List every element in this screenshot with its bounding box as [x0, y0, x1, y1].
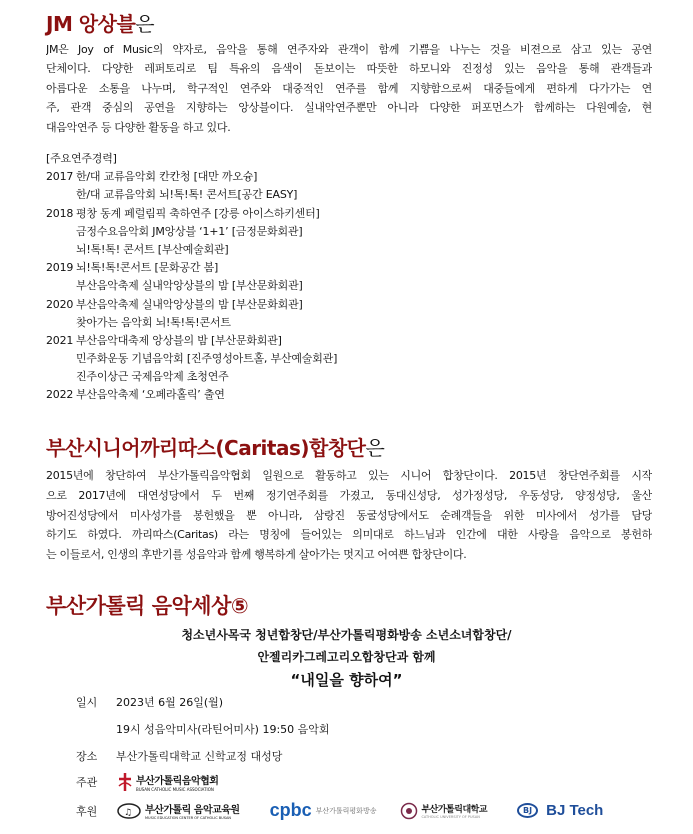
caritas-description [46, 466, 652, 565]
career-item [46, 223, 337, 241]
career-year: 2017 [46, 170, 74, 184]
career-list [46, 150, 337, 405]
career-text: 부산음악축제 실내악앙상블의 밤 [부산문화회관] [76, 297, 303, 311]
career-text: 평창 동계 페럴림픽 축하연주 [강릉 아이스하키센터] [76, 206, 320, 220]
music-edu-text: 부산가톨릭 음악교육원 [145, 805, 240, 816]
time-value: 19시 성음악미사(라틴어미사) 19:50 음악회 [116, 723, 330, 736]
career-item [46, 205, 337, 223]
date-row [76, 694, 223, 710]
sponsor-row [76, 800, 633, 821]
title-main: JM 앙상블 [46, 12, 136, 36]
career-item [46, 314, 337, 332]
music-edu-en: MUSIC EDUCATION CENTER OF CATHOLIC BUSAN [145, 816, 232, 820]
career-year: 2021 [46, 333, 74, 347]
cup-en: CATHOLIC UNIVERSITY OF PUSAN [421, 815, 480, 819]
career-year: 2018 [46, 206, 74, 220]
career-year [46, 277, 76, 295]
career-year: 2019 [46, 261, 74, 275]
career-text: 부산음악축제 실내악앙상블의 밤 [부산문화회관] [76, 279, 303, 293]
career-text: 진주이상근 국제음악제 초청연주 [76, 370, 229, 384]
paragraph-line: JM은 Joy of Music의 약자로, 음악을 통해 연주자와 관객이 함께 기쁨을 나누는 것을 비젼으로 삼고 있는 공연 [46, 43, 652, 56]
cup-text: 부산가톨릭대학교 [421, 805, 488, 815]
university-seal-icon [400, 802, 418, 820]
career-year [46, 314, 76, 332]
career-item [46, 277, 337, 295]
paragraph-line: 으로 2017년에 대연성당에서 두 번째 정기연주회를 가졌고, 동대신성당, 성가정성당, 우동성당, 양정성당, 울산 [46, 488, 652, 502]
career-text: 민주화운동 기념음악회 [진주영성아트홀, 부산예술회관] [76, 352, 338, 366]
career-text: 한/대 교류음악회 칸칸청 [대만 까오슝] [76, 170, 258, 184]
career-item [46, 368, 337, 386]
career-year [46, 186, 76, 204]
title-main: 부산시니어까리따스(Caritas)합창단 [46, 436, 366, 460]
section-title-concert: 부산가톨릭 음악세상⑤ [46, 594, 249, 618]
career-item [46, 186, 337, 204]
venue-value: 부산가톨릭대학교 신학교정 대성당 [116, 750, 283, 763]
paragraph-line: 2015년에 창단하여 부산가톨릭음악협회 일원으로 활동하고 있는 시니어 합창단이다. 2015년 창단연주회를 시작 [46, 469, 652, 482]
career-text: 찾아가는 음악회 뇌!톡!톡!콘서트 [76, 315, 231, 329]
venue-row [76, 748, 282, 764]
career-item [46, 259, 337, 277]
career-year [46, 350, 76, 368]
career-year: 2022 [46, 388, 74, 402]
paragraph-line: 단체이다. 다양한 레퍼토리로 팀 특유의 음색이 돋보이는 따뜻한 하모니와 진정성 있는 음악을 통해 관객들과 [46, 62, 652, 76]
career-item [46, 241, 337, 259]
concert-subtitle-2: 안젤리카그레고리오합창단과 함께 [257, 650, 436, 664]
date-label: 일시 [76, 696, 98, 709]
host-logo-en: BUSAN CATHOLIC MUSIC ASSOCIATION [136, 787, 214, 792]
career-text: 한/대 교류음악회 뇌!톡!톡! 콘서트[공간 EASY] [76, 188, 298, 202]
career-year [46, 241, 76, 259]
career-text: 부산음악대축제 앙상블의 밤 [부산문화회관] [76, 333, 282, 347]
host-row [76, 772, 248, 792]
concert-subtitle-1: 청소년사목국 청년합창단/부산가톨릭평화방송 소년소녀합창단/ [181, 628, 512, 642]
career-title: [주요연주경력] [46, 152, 117, 165]
music-edu-emblem-icon [116, 802, 142, 820]
bjtech-text: BJ Tech [546, 802, 604, 819]
career-item [46, 296, 337, 314]
cpbc-mark: cpbc [269, 800, 312, 820]
title-tail: 은 [365, 436, 385, 460]
career-item [46, 350, 337, 368]
venue-label: 장소 [76, 750, 98, 763]
sponsor-logo-music-edu [116, 801, 240, 820]
career-year [46, 223, 76, 241]
paragraph-line: 대음악연주 등 다양한 활동을 하고 있다. [46, 120, 231, 134]
career-text: 부산음악축제 ‘오페라홀릭’ 출연 [76, 388, 225, 402]
sponsor-logo-bjtech [517, 802, 603, 819]
career-text: 금정수요음악회 JM앙상블 ‘1+1’ [금정문화회관] [76, 224, 303, 238]
career-text: 뇌!톡!톡! 콘서트 [부산예술회관] [76, 242, 229, 256]
paragraph-line: 방어진성당에서 미사성가를 봉헌했을 뿐 아니라, 삼랑진 동굴성당에서도 순례객들을 위한 미사에서 성가를 담당 [46, 508, 652, 522]
sponsor-label: 후원 [76, 804, 98, 818]
bj-emblem-icon: BJ [517, 803, 538, 818]
career-text: 뇌!톡!톡!콘서트 [문화공간 봄] [76, 261, 219, 275]
jm-description [46, 40, 652, 137]
cross-music-icon [116, 772, 134, 792]
host-logo-text: 부산가톨릭음악협회 [136, 776, 219, 787]
cpbc-text: 부산가톨릭평화방송 [315, 806, 377, 815]
host-label: 주관 [76, 776, 98, 789]
career-item [46, 168, 337, 186]
section-title-caritas [46, 432, 384, 461]
career-item [46, 386, 337, 404]
svg-text:♫: ♫ [124, 807, 133, 818]
time-row [76, 721, 330, 737]
date-value: 2023년 6월 26일(월) [116, 696, 224, 709]
concert-title: “내일을 향하여” [290, 671, 403, 689]
host-logo [116, 772, 218, 792]
section-title-jm [46, 8, 154, 37]
career-item [46, 332, 337, 350]
paragraph-line: 하기도 하였다. 까리따스(Caritas) 라는 명칭에 들어있는 의미대로 하느님과 인간에 대한 사랑을 음악으로 봉헌하 [46, 528, 652, 542]
paragraph-line: 주, 관객 중심의 공연을 지향하는 앙상블이다. 실내악연주뿐만 아니라 다양한 퍼포먼스가 함께하는 다원예술, 현 [46, 101, 652, 115]
sponsor-logo-cup [400, 802, 487, 820]
title-tail: 은 [135, 12, 155, 36]
sponsor-logo-cpbc [270, 800, 377, 821]
paragraph-line: 는 이들로서, 인생의 후반기를 성음악과 함께 행복하게 살아가는 멋지고 어여쁜 합창단이다. [46, 548, 467, 562]
career-year: 2020 [46, 297, 74, 311]
paragraph-line: 아름다운 소통을 나누며, 학구적인 연주와 대중적인 연주를 함께 지향함으로써 대중들에게 편하게 다가가는 연 [46, 81, 652, 95]
career-year [46, 368, 76, 386]
